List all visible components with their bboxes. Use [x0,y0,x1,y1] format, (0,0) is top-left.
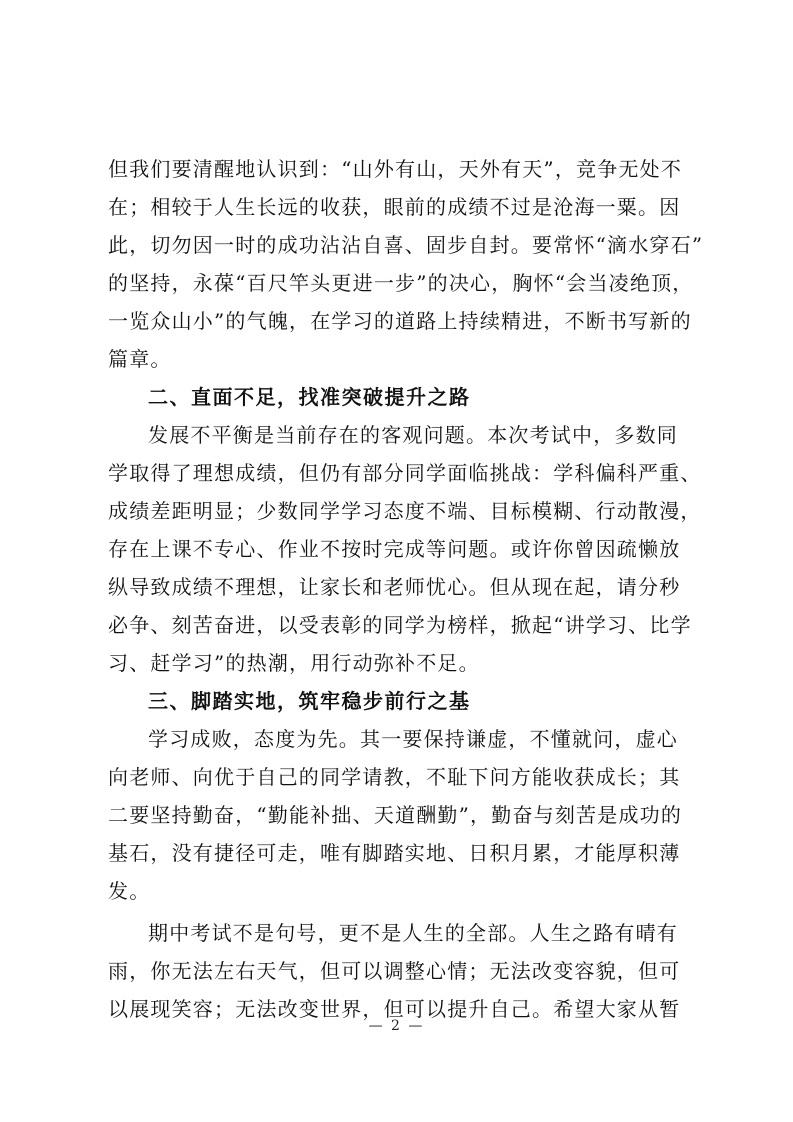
paragraph [108,150,704,378]
text-line: 此，切勿因一时的成功沾沾自喜、固步自封。要常怀“滴水穿石” [108,233,704,257]
text-line: 基石，没有捷径可走，唯有脚踏实地、日积月累，才能厚积薄 [108,841,681,865]
section-heading: 二、直面不足，找准突破提升之路 [148,385,471,409]
section-heading: 三、脚踏实地，筑牢稳步前行之基 [148,689,471,713]
paragraph [108,720,688,910]
paragraph [108,914,688,1028]
text-line: 成绩差距明显；少数同学学习态度不端、目标模糊、行动散漫， [108,499,702,523]
document-body [108,150,704,1028]
text-line: 习、赶学习”的热潮，用行动弥补不足。 [108,651,480,675]
text-line: 必争、刻苦奋进，以受表彰的同学为榜样，掀起“讲学习、比学 [108,613,692,637]
text-line: 期中考试不是句号，更不是人生的全部。人生之路有晴有 [148,921,678,945]
text-line: 二要坚持勤奋，“勤能补拙、天道酬勤”，勤奋与刻苦是成功的 [108,803,683,827]
text-line: 的坚持，永葆“百尺竿头更进一步”的决心，胸怀“会当凌绝顶， [108,271,694,295]
text-line: 纵导致成绩不理想，让家长和老师忧心。但从现在起，请分秒 [108,575,681,599]
text-line: 但我们要清醒地认识到：“山外有山，天外有天”，竞争无处不 [108,157,683,181]
page-number: — 2 — [368,1018,425,1034]
text-line: 以展现笑容；无法改变世界，但可以提升自己。希望大家从暂 [108,997,681,1021]
text-line: 发。 [108,879,151,903]
text-line: 存在上课不专心、作业不按时完成等问题。或许你曾因疏懒放 [108,537,681,561]
text-line: 在；相较于人生长远的收获，眼前的成绩不过是沧海一粟。因 [108,195,681,219]
text-line: 学习成败，态度为先。其一要保持谦虚，不懂就问，虚心 [148,727,678,751]
text-line: 发展不平衡是当前存在的客观问题。本次考试中，多数同 [148,423,678,447]
paragraph [108,416,702,682]
text-line: 学取得了理想成绩，但仍有部分同学面临挑战：学科偏科严重、 [108,461,702,485]
text-line: 雨，你无法左右天气，但可以调整心情；无法改变容貌，但可 [108,959,681,983]
text-line: 向老师、向优于自己的同学请教，不耻下问方能收获成长；其 [108,765,681,789]
text-line: 篇章。 [108,347,172,371]
text-line: 一览众山小”的气魄，在学习的道路上持续精进，不断书写新的 [108,309,692,333]
